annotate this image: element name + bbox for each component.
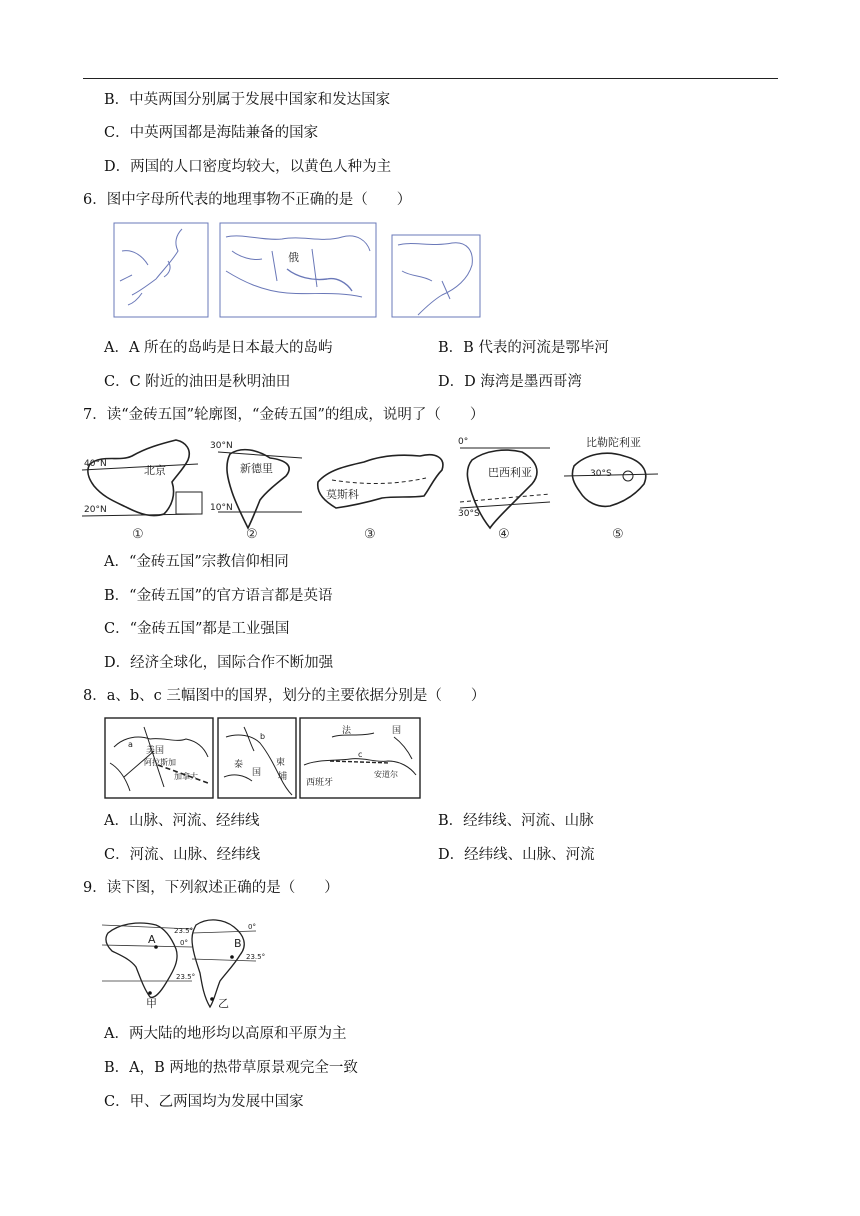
q9-stem: 9．读下图，下列叙述正确的是（ ） bbox=[83, 880, 339, 896]
q7-china-lat-bottom: 20°N bbox=[84, 505, 107, 515]
q6-option-a: A．A 所在的岛屿是日本最大的岛屿 bbox=[104, 340, 333, 356]
q6-map-label-russia: 俄 bbox=[288, 251, 299, 264]
q9-continents-map bbox=[100, 911, 266, 1013]
q8-option-b: B．经纬线、河流、山脉 bbox=[438, 813, 594, 829]
q8-b-country1: 泰 bbox=[234, 760, 244, 770]
q8-c-spain: 西班牙 bbox=[306, 778, 334, 788]
q7-china-city: 北京 bbox=[144, 464, 166, 477]
q9-option-a: A．两大陆的地形均以高原和平原为主 bbox=[104, 1026, 347, 1042]
q9-lat-s-right: 23.5° bbox=[246, 953, 266, 961]
q9-option-c: C．甲、乙两国均为发展中国家 bbox=[104, 1094, 304, 1110]
q8-option-c: C．河流、山脉、经纬线 bbox=[104, 847, 261, 863]
q7-option-b: B．“金砖五国”的官方语言都是英语 bbox=[104, 588, 333, 604]
q7-caption-4: ④ bbox=[498, 527, 510, 542]
q7-brazil-city: 巴西利亚 bbox=[488, 466, 532, 479]
q7-brazil-lat-top: 0° bbox=[458, 437, 469, 447]
q6-option-b: B．B 代表的河流是鄂毕河 bbox=[438, 340, 609, 356]
q7-russia-city: 莫斯科 bbox=[326, 488, 359, 501]
q7-option-a: A．“金砖五国”宗教信仰相同 bbox=[104, 554, 289, 570]
q7-brics-maps bbox=[80, 436, 660, 544]
q8-a-country1: 美国 bbox=[146, 746, 165, 756]
prev-option-b: B．中英两国分别属于发展中国家和发达国家 bbox=[104, 92, 391, 108]
q8-option-a: A．山脉、河流、经纬线 bbox=[104, 813, 260, 829]
prev-option-c: C．中英两国都是海陆兼备的国家 bbox=[104, 125, 319, 141]
q6-option-c: C．C 附近的油田是秋明油田 bbox=[104, 374, 291, 390]
q8-c-country1: 法 bbox=[342, 726, 352, 736]
q8-a-place: 阿拉斯加 bbox=[144, 758, 176, 767]
q8-c-andorra: 安道尔 bbox=[374, 770, 398, 779]
q8-a-country2: 加拿大 bbox=[174, 772, 198, 781]
q7-caption-5: ⑤ bbox=[612, 527, 624, 542]
q7-sa-city: 比勒陀利亚 bbox=[586, 436, 641, 449]
q8-b-letter: b bbox=[260, 732, 266, 741]
q7-option-d: D．经济全球化，国际合作不断加强 bbox=[104, 655, 334, 671]
q6-option-d: D．D 海湾是墨西哥湾 bbox=[438, 374, 582, 390]
q7-china-lat-top: 40°N bbox=[84, 459, 107, 469]
q9-lat-s: 23.5° bbox=[176, 973, 196, 981]
q7-stem: 7．读“金砖五国”轮廓图，“金砖五国”的组成，说明了（ ） bbox=[83, 407, 485, 423]
q9-option-b: B．A，B 两地的热带草原景观完全一致 bbox=[104, 1060, 358, 1076]
q7-sa-lat: 30°S bbox=[590, 469, 612, 479]
q8-c-country2: 国 bbox=[392, 726, 402, 736]
q7-brazil-lat-bottom: 30°S bbox=[458, 509, 480, 519]
q7-india-lat-top: 30°N bbox=[210, 441, 233, 451]
q6-stem: 6．图中字母所代表的地理事物不正确的是（ ） bbox=[83, 192, 412, 208]
q7-india-city: 新德里 bbox=[240, 462, 273, 475]
q9-country-yi: 乙 bbox=[218, 997, 229, 1010]
prev-option-d: D．两国的人口密度均较大，以黄色人种为主 bbox=[104, 159, 392, 175]
q7-option-c: C．“金砖五国”都是工业强国 bbox=[104, 621, 290, 637]
q8-c-letter: c bbox=[358, 750, 363, 759]
q8-b-country2: 国 bbox=[252, 768, 262, 778]
q9-point-a: A bbox=[148, 933, 156, 946]
q9-point-b: B bbox=[234, 937, 242, 950]
q7-caption-3: ③ bbox=[364, 527, 376, 542]
q8-maps bbox=[104, 717, 422, 799]
q7-india-lat-bottom: 10°N bbox=[210, 503, 233, 513]
q9-lat-0-right: 0° bbox=[248, 923, 256, 931]
q8-b-country3: 柬 bbox=[276, 758, 286, 768]
q9-lat-0: 0° bbox=[180, 939, 188, 947]
q9-lat-n: 23.5° bbox=[174, 927, 194, 935]
q9-country-jia: 甲 bbox=[146, 997, 157, 1010]
q7-caption-1: ① bbox=[132, 527, 144, 542]
q7-caption-2: ② bbox=[246, 527, 258, 542]
q6-maps bbox=[112, 221, 482, 321]
header-rule bbox=[83, 78, 778, 79]
q8-b-country4: 埔 bbox=[278, 772, 288, 782]
q8-option-d: D．经纬线、山脉、河流 bbox=[438, 847, 595, 863]
q8-a-letter: a bbox=[128, 740, 133, 749]
q8-stem: 8．a、b、c 三幅图中的国界，划分的主要依据分别是（ ） bbox=[83, 688, 486, 704]
